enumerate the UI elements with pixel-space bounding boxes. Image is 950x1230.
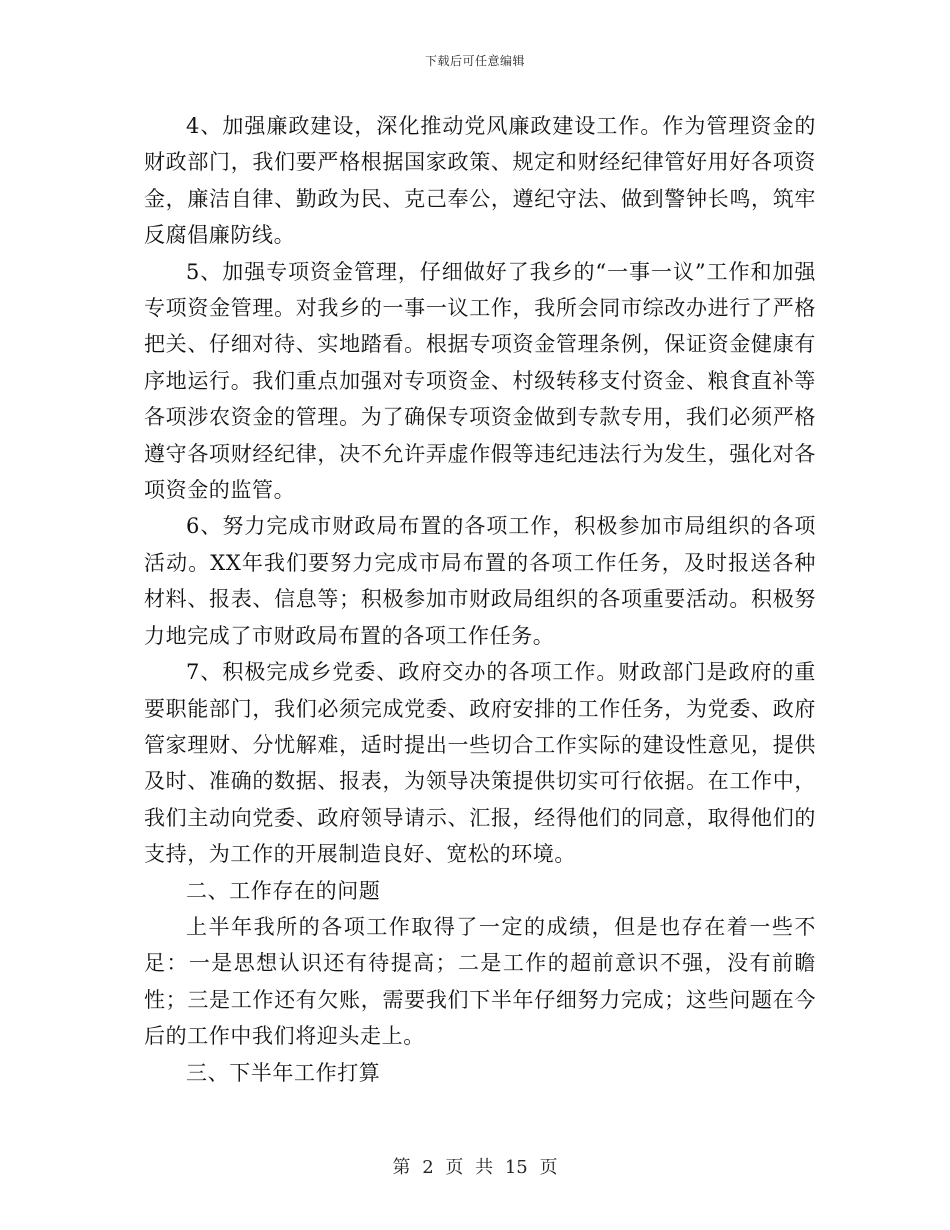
page-number-footer: 第 2 页 共 15 页 xyxy=(392,1157,558,1178)
paragraph-item-6: 6、努力完成市财政局布置的各项工作，积极参加市局组织的各项活动。XX年我们要努力完成市局布置的各项工作任务，及时报送各种材料、报表、信息等；积极参加市财政局组织的各项重要活动。积极努力地完成了市财政局布置的各项工作任务。 xyxy=(144,514,816,648)
paragraph-problems: 上半年我所的各项工作取得了一定的成绩，但是也存在着一些不足：一是思想认识还有待提高；二是工作的超前意识不强，没有前瞻性；三是工作还有欠账，需要我们下半年仔细努力完成；这些问题在今后的工作中我们将迎头走上。 xyxy=(144,914,816,1049)
paragraph-item-7: 7、积极完成乡党委、政府交办的各项工作。财政部门是政府的重要职能部门，我们必须完成党委、政府安排的工作任务，为党委、政府管家理财、分忧解难，适时提出一些切合工作实际的建设性意见，提供及时、准确的数据、报表，为领导决策提供切实可行依据。在工作中，我们主动向党委、政府领导请示、汇报，经得他们的同意，取得他们的支持，为工作的开展制造良好、宽松的环境。 xyxy=(144,660,816,867)
page-header: 下载后可任意编辑 xyxy=(424,54,525,68)
section-heading-plan: 三、下半年工作打算 xyxy=(186,1060,381,1085)
paragraph-item-5: 5、加强专项资金管理，仔细做好了我乡的“一事一议”工作和加强专项资金管理。对我乡的一事一议工作，我所会同市综改办进行了严格把关、仔细对待、实地踏看。根据专项资金管理条例，保证资金健康有序地运行。我们重点加强对专项资金、村级转移支付资金、粮食直补等各项涉农资金的管理。为了确保专项资金做到专款专用，我们必须严格遵守各项财经纪律，决不允许弄虚作假等违纪违法行为发生，强化对各项资金的监管。 xyxy=(144,259,816,503)
paragraph-item-4: 4、加强廉政建设，深化推动党风廉政建设工作。作为管理资金的财政部门，我们要严格根据国家政策、规定和财经纪律管好用好各项资金，廉洁自律、勤政为民、克己奉公，遵纪守法、做到警钟长鸣，筑牢反腐倡廉防线。 xyxy=(144,114,816,248)
section-heading-problems: 二、工作存在的问题 xyxy=(186,878,381,903)
document-body xyxy=(144,108,816,1091)
